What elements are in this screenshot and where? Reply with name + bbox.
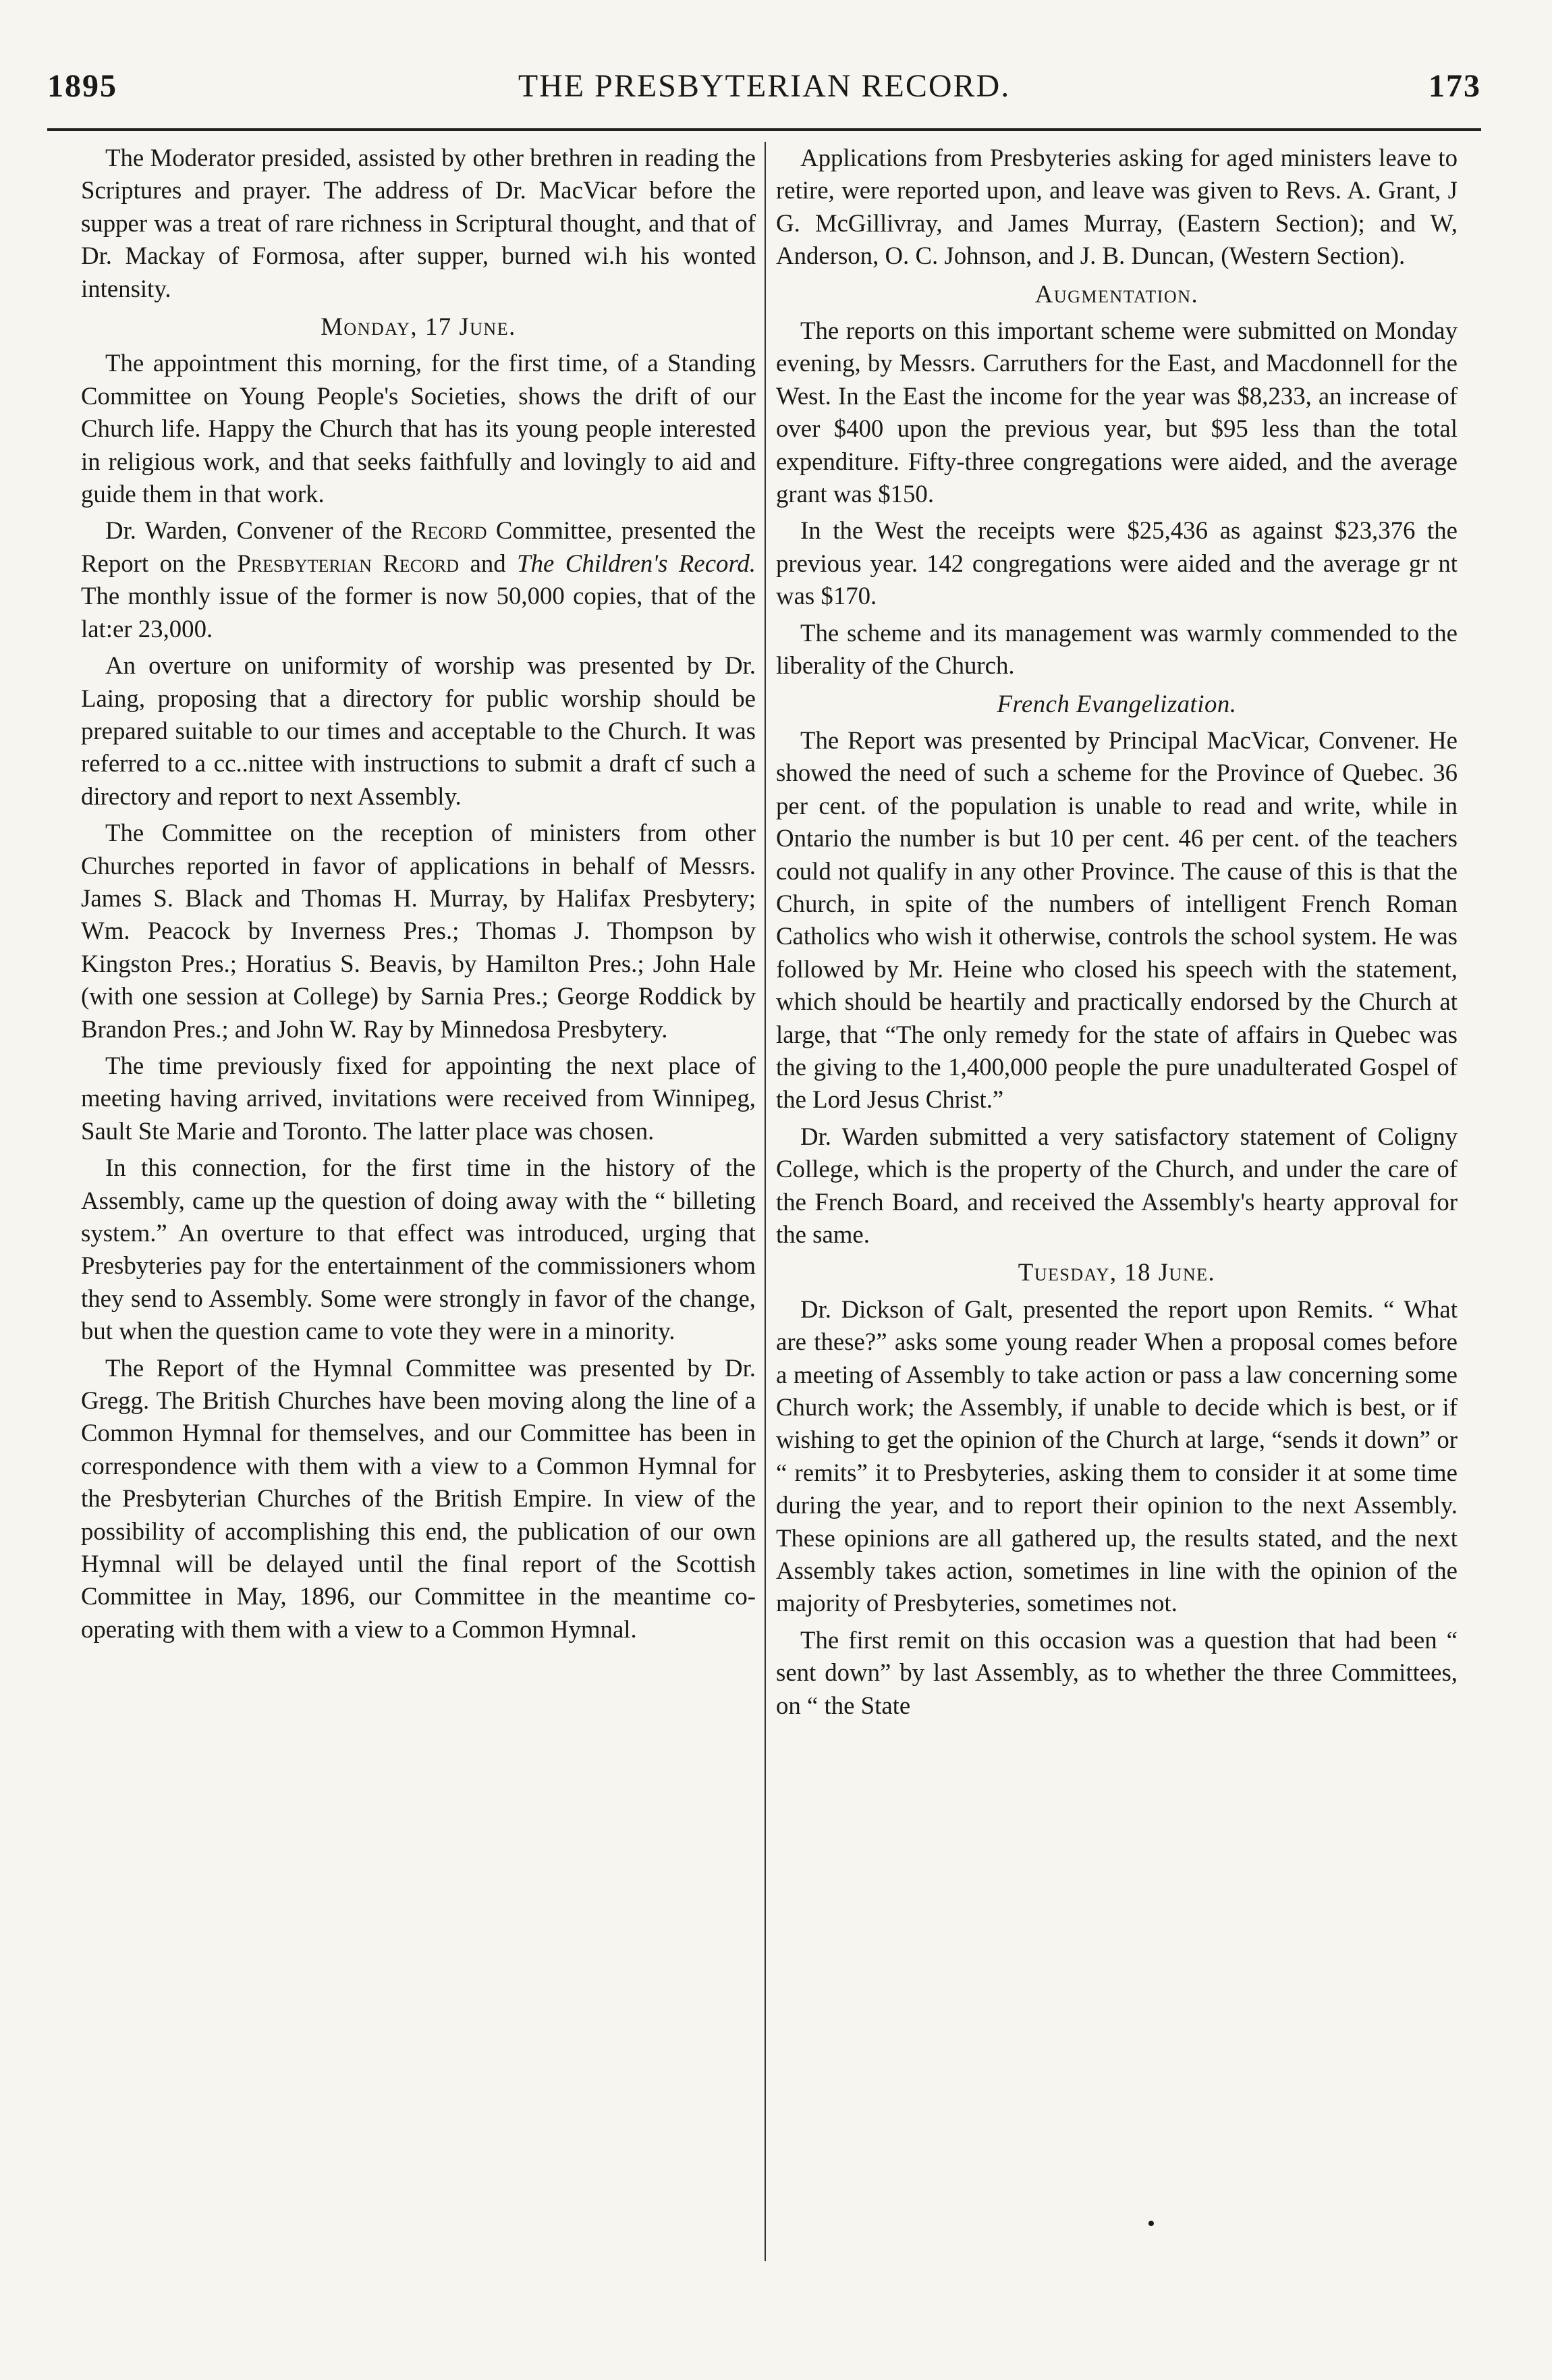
bullet-mark: • [1147,2211,1155,2236]
section-heading: Augmentation. [1034,279,1199,308]
section-heading: Monday, 17 June. [321,313,516,341]
column-divider [765,142,766,2261]
paragraph: The appointment this morning, for the first time, of a Standing Committee on Young People's Societies, shows the drift of our Church life. Happy the Church that has its young people interested in religious work, and that seeks faithfully and lovingly to aid and guide them in that work. [81,349,756,508]
presbyterian-record-name: Presbyterian Record [237,549,460,577]
paragraph: In the West the receipts were $25,436 as against $23,376 the previous year. 142 congregations were aided and the average gr nt was $170. [776,516,1458,610]
paragraph: An overture on uniformity of worship was presented by Dr. Laing, proposing that a directory for public worship should be prepared suitable to our times and acceptable to the Church. It was referred to a cc..nittee with instructions to submit a draft cf such a directory and report to next Assembly. [81,651,756,810]
paragraph: Dr. Dickson of Galt, presented the report upon Remits. “ What are these?” asks some young reader When a proposal comes before a meeting of Assembly to take action or pass a law concerning some Church work; the Assembly, if unable to decide which is best, or if wishing to get the opinion of the Church at large, “sends it down” or “ remits” it to Presbyteries, asking them to consider it at some time during the year, and to report their opinion to the next Assembly. These opinions are all gathered up, the results stated, and the next Assembly takes action, sometimes in line with the opinion of the majority of Presbyteries, sometimes not. [776,1295,1458,1617]
paragraph: Dr. Warden, Convener of the Record Committee, presented the Report on the Presbyterian Record and The Children's Record. The monthly issue of the former is now 50,000 copies, that of the lat:er 23,000. [81,516,756,643]
running-header [47,67,1481,121]
header-year: 1895 [47,68,117,104]
paragraph: Dr. Warden submitted a very satisfactory statement of Coligny College, which is the property of the Church, and under the care of the French Board, and received the Assembly's hearty approval for the same. [776,1122,1458,1248]
paragraph: The Report was presented by Principal MacVicar, Convener. He showed the need of such a scheme for the Province of Quebec. 36 per cent. of the population is unable to read and write, while in Ontario the number is but 10 per cent. 46 per cent. of the teachers could not qualify in any other Province. The cause of this is that the Church, in spite of the numbers of intelligent French Roman Catholics who wish it otherwise, controls the school system. He was followed by Mr. Heine who closed his speech with the statement, which should be heartily and practically endorsed by the Church at large, that “The only remedy for the state of affairs in Quebec was the giving to the 1,400,000 people the pure unadulterated Gospel of the Lord Jesus Christ.” [776,726,1458,1114]
paragraph: The scheme and its management was warmly commended to the liberality of the Church. [776,618,1458,680]
paragraph: The Committee on the reception of ministers from other Churches reported in favor of applications in behalf of Messrs. James S. Black and Thomas H. Murray, by Halifax Presbytery; Wm. Peacock by Inverness Pres.; Thomas J. Thompson by Kingston Pres.; Horatius S. Beavis, by Hamilton Pres.; John Hale (with one session at College) by Sarnia Pres.; George Roddick by Brandon Pres.; and John W. Ray by Minnedosa Presbytery. [81,819,756,1043]
paragraph: In this connection, for the first time in the history of the Assembly, came up the question of doing away with the “ billeting system.” An overture to that effect was introduced, urging that Presbyteries pay for the entertainment of the commissioners whom they send to Assembly. Some were strongly in favor of the change, but when the question came to vote they were in a minority. [81,1154,756,1345]
record-name: Record [410,516,487,545]
childrens-record-name: The Children's Record. [517,549,756,577]
section-heading: Tuesday, 18 June. [1018,1258,1216,1287]
paragraph: Applications from Presbyteries asking for aged ministers leave to retire, were reported upon, and leave was given to Revs. A. Grant, J G. McGillivray, and James Murray, (Eastern Section); and W, Anderson, O. C. Johnson, and J. B. Duncan, (Western Section). [776,144,1458,270]
paragraph: The Moderator presided, assisted by other brethren in reading the Scriptures and prayer. The address of Dr. MacVicar before the supper was a treat of rare richness in Scriptural thought, and that of Dr. Mackay of Formosa, after supper, burned wi.h his wonted intensity. [81,144,756,302]
left-column [81,142,756,2268]
paragraph: The first remit on this occasion was a question that had been “ sent down” by last Assembly, as to whether the three Committees, on “ the State [776,1625,1458,1719]
header-title: THE PRESBYTERIAN RECORD. [518,68,1011,104]
page-number: 173 [1429,68,1481,104]
right-column [776,142,1458,2268]
paragraph: The reports on this important scheme were submitted on Monday evening, by Messrs. Carruthers for the East, and Macdonnell for the West. In the East the income for the year was $8,233, an increase of over $400 upon the previous year, but $95 less than the total expenditure. Fifty-three congregations were aided, and the average grant was $150. [776,317,1458,508]
paragraph: The Report of the Hymnal Committee was presented by Dr. Gregg. The British Churches have been moving along the line of a Common Hymnal for themselves, and our Committee has been in correspondence with them with a view to a Common Hymnal for the Presbyterian Churches of the British Empire. In view of the possibility of accomplishing this end, the publication of our own Hymnal will be delayed until the final report of the Scottish Committee in May, 1896, our Committee in the meantime co-operating with them with a view to a Common Hymnal. [81,1353,756,1643]
header-rule [47,128,1481,131]
paragraph: The time previously fixed for appointing the next place of meeting having arrived, invitations were received from Winnipeg, Sault Ste Marie and Toronto. The latter place was chosen. [81,1051,756,1145]
section-heading: French Evangelization. [997,689,1237,718]
